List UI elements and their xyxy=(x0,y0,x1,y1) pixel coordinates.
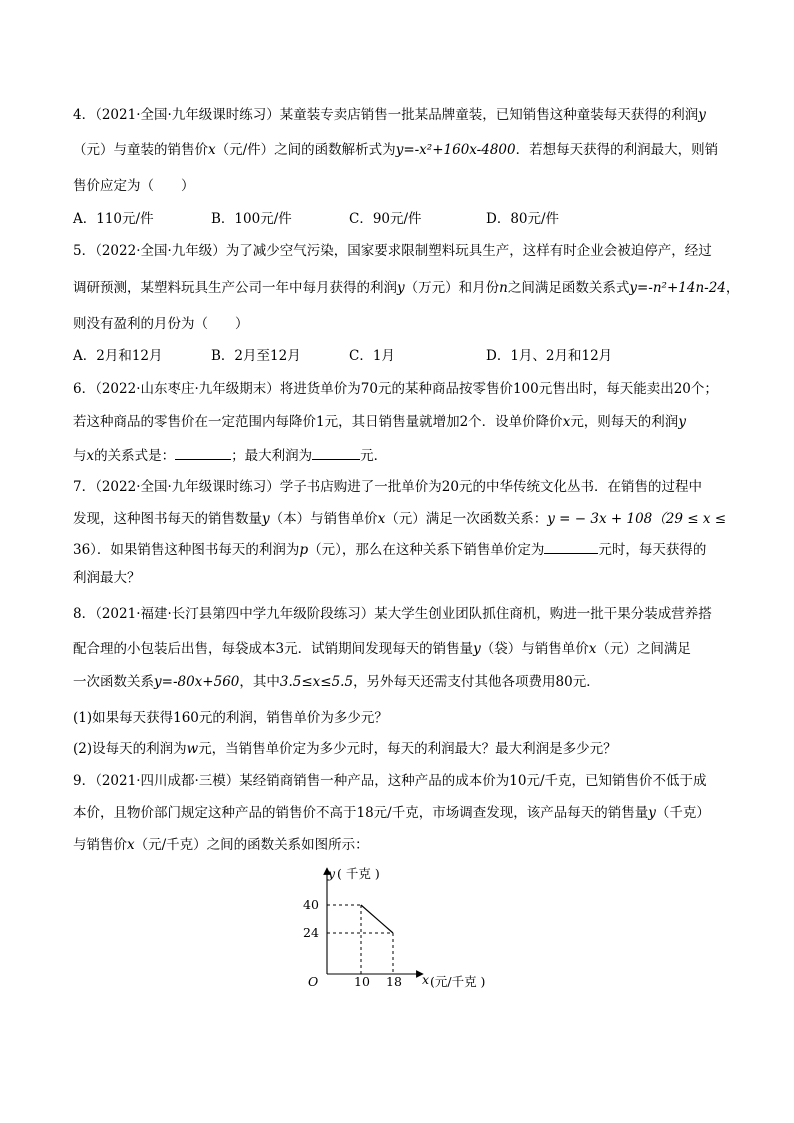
q5-text-2a: 调研预测，某塑料玩具生产公司一年中每月获得的利润 xyxy=(73,280,397,296)
q6-text-2a: 若这种商品的零售价在一定范围内每降价1元，其日销售量就增加2个．设单价降价 xyxy=(73,414,563,430)
q5-option-c: C．1月 xyxy=(349,348,395,364)
q4-option-a: A．110元/件 xyxy=(73,211,154,227)
q8-text-1: 8．（2021·福建·长汀县第四中学九年级阶段练习）某大学生创业团队抓住商机，购进一批干果分装成营养搭 xyxy=(73,606,712,622)
q6-text-3b: 的关系式是： xyxy=(94,448,176,464)
q7-line-3 xyxy=(73,540,706,559)
q8-sub-2 xyxy=(73,740,617,758)
q9-text-3b: （元/千克）之间的函数关系如图所示： xyxy=(134,837,369,853)
q9-var-x: x xyxy=(127,837,135,853)
origin-label: O xyxy=(308,974,319,989)
q4-option-b: B．100元/件 xyxy=(211,211,292,227)
q7-text-2b: （本）与销售单价 xyxy=(269,511,378,527)
q4-formula: y=-x²+160x-4800 xyxy=(395,142,516,158)
q7-line-2 xyxy=(73,510,726,528)
q6-text-1: 6．（2022·山东枣庄·九年级期末）将进货单价为70元的某种商品按零售价100元售出时，每天能卖出20个； xyxy=(73,381,718,397)
q8-range: 3.5≤x≤5.5 xyxy=(279,674,354,690)
sales-function-graph xyxy=(295,862,515,992)
q7-text-3c: 元时，每天获得的 xyxy=(598,542,707,558)
q6-var-x-2: x xyxy=(86,448,95,464)
q4-line-3 xyxy=(73,177,195,195)
q7-var-y: y xyxy=(262,511,270,527)
q7-line-4 xyxy=(73,569,141,587)
q5-line-1 xyxy=(73,242,712,260)
q5-text-2b: （万元）和月份 xyxy=(404,280,500,296)
q6-line-3 xyxy=(73,446,387,465)
q9-text-1: 9．（2021·四川成都·三模）某经销商销售一种产品，这种产品的成本价为10元/千克，已知销售价不低于成 xyxy=(73,773,707,789)
q8-sub-1 xyxy=(73,709,388,727)
q8-sub2-text-b: 元，当销售单价定为多少元时，每天的利润最大？最大利润是多少元？ xyxy=(198,741,617,757)
x-tick-10: 10 xyxy=(354,974,370,989)
q6-text-3a: 与 xyxy=(73,448,87,464)
q8-sub2-text-a: (2)设每天的利润为 xyxy=(73,741,187,757)
q9-var-y: y xyxy=(648,805,656,821)
x-axis-label: x xyxy=(422,972,430,987)
function-segment xyxy=(361,905,393,933)
q4-text-2b: （元/件）之间的函数解析式为 xyxy=(215,142,396,158)
q7-text-3b: （元），那么在这种关系下销售单价定为 xyxy=(308,542,545,558)
q5-option-a: A．2月和12月 xyxy=(73,348,163,364)
q6-answer-blank-1[interactable] xyxy=(175,446,231,460)
q9-text-2a: 本价，且物价部门规定这种产品的销售价不高于18元/千克，市场调查发现，该产品每天的销售量 xyxy=(73,805,649,821)
q5-formula: y=-n²+14n-24 xyxy=(629,280,726,296)
q8-text-2: 配合理的小包装后出售，每袋成本3元．试销期间发现每天的销售量 xyxy=(73,641,474,657)
q7-text-2c: （元）满足一次函数关系： xyxy=(385,511,548,527)
y-tick-24: 24 xyxy=(303,925,319,940)
q7-answer-blank[interactable] xyxy=(544,540,598,554)
q8-text-3a: 一次函数关系 xyxy=(73,674,154,690)
q9-text-2b: （千克） xyxy=(655,805,710,821)
q9-line-2 xyxy=(73,804,710,822)
q4-line-1 xyxy=(73,106,706,124)
q6-line-1 xyxy=(73,380,718,398)
q5-text-3: 则没有盈利的月份为（ ） xyxy=(73,316,249,332)
q7-var-x: x xyxy=(377,511,386,527)
q4-text-2a: （元）与童装的销售价 xyxy=(73,142,208,158)
q8-var-w: w xyxy=(186,741,199,757)
q4-var-x: x xyxy=(208,142,216,158)
q9-line-1 xyxy=(73,772,707,790)
q6-line-2 xyxy=(73,413,686,431)
q6-var-y: y xyxy=(678,414,686,430)
q4-text-3: 售价应定为（ ） xyxy=(73,178,195,194)
q4-text-1: 4．（2021·全国·九年级课时练习）某童装专卖店销售一批某品牌童装，已知销售这种童装每天获得的利润 xyxy=(73,107,699,123)
q7-var-p: p xyxy=(299,542,309,558)
q8-text-3b: ，其中 xyxy=(239,674,280,690)
q6-var-x: x xyxy=(562,414,571,430)
q5-var-y: y xyxy=(397,280,405,296)
q9-line-3 xyxy=(73,836,369,854)
y-tick-40: 40 xyxy=(303,897,319,912)
x-axis-unit: (元/千克 ) xyxy=(430,974,486,989)
q4-text-2c: ．若想每天获得的利润最大，则销 xyxy=(515,142,719,158)
q7-text-2a: 发现，这种图书每天的销售数量 xyxy=(73,511,262,527)
q7-formula: y = − 3x + 108（29 ≤ x ≤ xyxy=(547,511,727,527)
q4-option-c: C．90元/件 xyxy=(349,211,422,227)
q5-option-d: D．1月、2月和12月 xyxy=(486,348,613,364)
y-axis-unit: ( 千克 ) xyxy=(337,866,380,881)
q4-line-2 xyxy=(73,141,718,159)
q6-text-2b: 元，则每天的利润 xyxy=(570,414,679,430)
q8-var-x: x xyxy=(588,641,597,657)
q8-line-2 xyxy=(73,640,691,658)
q8-text-3c: ，另外每天还需支付其他各项费用80元． xyxy=(353,674,600,690)
q8-var-y: y xyxy=(473,641,481,657)
q5-line-3 xyxy=(73,315,249,333)
q7-text-1: 7．（2022·全国·九年级课时练习）学子书店购进了一批单价为20元的中华传统文化丛书．在销售的过程中 xyxy=(73,479,702,495)
x-tick-18: 18 xyxy=(386,974,402,989)
q8-sub1-text: (1)如果每天获得160元的利润，销售单价为多少元？ xyxy=(73,710,388,726)
q6-answer-blank-2[interactable] xyxy=(312,446,360,460)
q5-line-2 xyxy=(73,279,739,297)
q8-line-1 xyxy=(73,605,712,623)
q5-text-1: 5．（2022·全国·九年级）为了减少空气污染，国家要求限制塑料玩具生产，这样有时企业会被迫停产，经过 xyxy=(73,243,712,259)
q8-text-2c: （元）之间满足 xyxy=(596,641,691,657)
q6-text-3c: ；最大利润为 xyxy=(231,448,313,464)
q5-text-2d: ， xyxy=(725,280,740,296)
q7-line-1 xyxy=(73,478,702,496)
q5-option-b: B．2月至12月 xyxy=(211,348,301,364)
q7-text-4: 利润最大？ xyxy=(73,570,141,586)
q8-line-3 xyxy=(73,673,600,691)
q8-formula: y=-80x+560 xyxy=(154,674,240,690)
q8-text-2b: （袋）与销售单价 xyxy=(480,641,589,657)
y-axis-label: y xyxy=(328,866,336,881)
q4-var-y: y xyxy=(698,107,706,123)
q4-option-d: D．80元/件 xyxy=(486,211,560,227)
q7-text-3a: 36）．如果销售这种图书每天的利润为 xyxy=(73,542,300,558)
q5-text-2c: 之间满足函数关系式 xyxy=(507,280,630,296)
q5-var-n: n xyxy=(499,280,508,296)
q9-text-3a: 与销售价 xyxy=(73,837,127,853)
q6-text-3d: 元． xyxy=(360,448,388,464)
